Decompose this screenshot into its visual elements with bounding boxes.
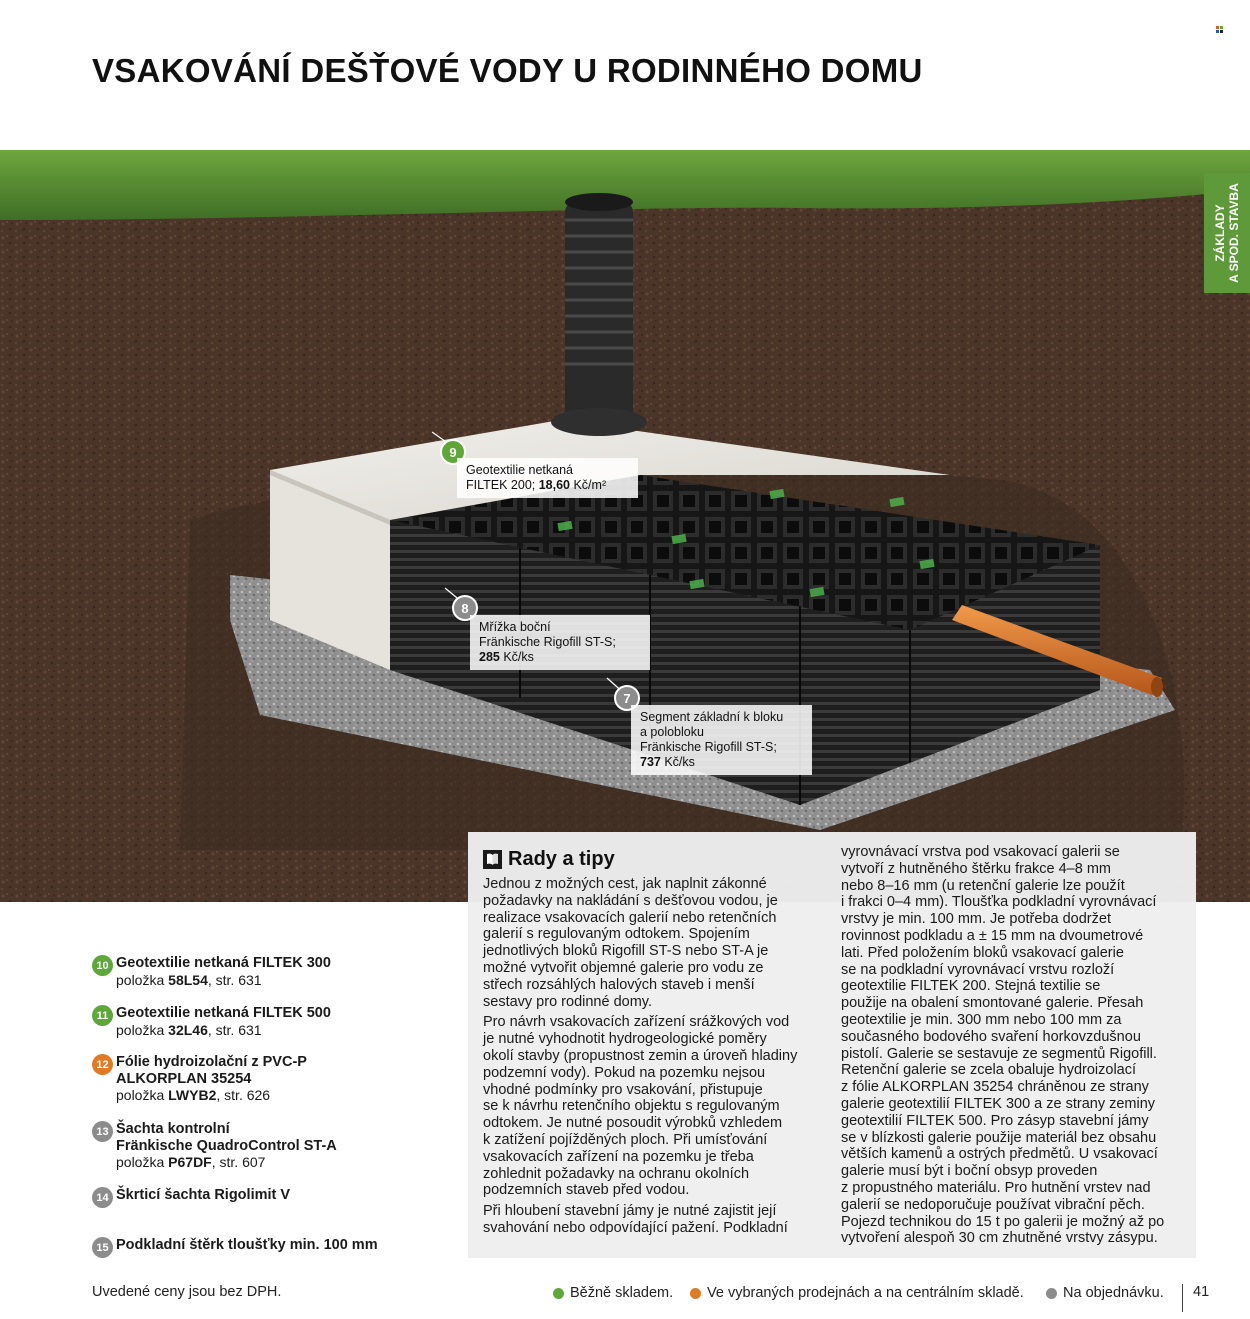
- page-title: VSAKOVÁNÍ DEŠŤOVÉ VODY U RODINNÉHO DOMU: [92, 52, 923, 89]
- callout-badge-8: 8: [452, 595, 478, 621]
- product-page-ref: , str. 626: [216, 1087, 271, 1103]
- callout-unit: Kč/ks: [660, 755, 695, 769]
- callout-unit: Kč/m²: [570, 478, 607, 492]
- product-page-ref: , str. 607: [211, 1154, 266, 1170]
- side-tab-line-1: ZÁKLADY: [1213, 204, 1228, 262]
- product-name: Geotextilie netkaná FILTEK 500: [116, 1005, 331, 1021]
- product-number-badge: 13: [92, 1121, 113, 1142]
- product-name: Fólie hydroizolační z PVC-P: [116, 1054, 307, 1070]
- tips-line: současného bodového svaření horkovzdušnou: [841, 1028, 1141, 1045]
- product-number-badge: 12: [92, 1054, 113, 1075]
- corner-mark-icon: [1216, 26, 1223, 33]
- tips-paragraph: [483, 1203, 818, 1237]
- tips-line: okolí stavby (propustnost zemin a úroveň hladiny: [483, 1047, 798, 1064]
- product-number-badge: 11: [92, 1005, 113, 1026]
- legend-label: Na objednávku.: [1063, 1285, 1164, 1301]
- tips-line: možné vytvořit objemné galerie pro vodu ze: [483, 959, 764, 976]
- product-code: 58L54: [168, 971, 208, 988]
- product-item[interactable]: [92, 955, 392, 989]
- footer-divider: [1182, 1284, 1183, 1312]
- tips-line: geotextilie je min. 300 mm nebo 100 mm za: [841, 1011, 1122, 1028]
- product-name: ALKORPLAN 35254: [116, 1070, 252, 1087]
- product-number-badge: 15: [92, 1237, 113, 1258]
- tips-line: geotextilií FILTEK 500. Pro zásyp stavební jámy: [841, 1112, 1149, 1129]
- book-icon: [483, 850, 502, 869]
- callout-geotextile-filtek-200: [457, 458, 638, 498]
- tips-line: se k návrhu retenčního objektu s regulovaným: [483, 1098, 780, 1115]
- side-tab-line-2: A SPOD. STAVBA: [1227, 183, 1242, 283]
- tips-line: střech rozsáhlých halových staveb i menší: [483, 976, 755, 993]
- tips-line: požadavky na nakládání s dešťovou vodou, je: [483, 892, 778, 909]
- callout-text: FILTEK 200;: [466, 478, 539, 492]
- callout-line: Mřížka boční: [479, 620, 551, 634]
- tips-paragraph: [483, 1014, 818, 1199]
- callout-price: 18,60: [538, 478, 570, 492]
- tips-line: vytvoří z hutněného štěrku frakce 4–8 mm: [841, 860, 1111, 877]
- tips-line: vrstvy je min. 100 mm. Je potřeba dodržet: [841, 911, 1111, 928]
- price-note: Uvedené ceny jsou bez DPH.: [92, 1284, 282, 1300]
- callout-line: a polobloku: [640, 725, 704, 739]
- callout-badge-7: 7: [614, 685, 640, 711]
- product-name: Škrticí šachta Rigolimit V: [116, 1187, 291, 1203]
- tips-line: Jednou z možných cest, jak naplnit zákonné: [483, 876, 767, 892]
- tips-line: jednotlivých bloků Rigofill ST-S nebo ST-A je: [483, 943, 769, 960]
- product-code: P67DF: [168, 1154, 212, 1170]
- tips-column-1: [483, 876, 818, 1241]
- tips-line: větších kamenů a ostrých předmětů. U vsakovací: [841, 1146, 1158, 1163]
- tips-line: sestavy pro rodinné domy.: [483, 993, 652, 1010]
- tips-line: k zatížení pojížděných ploch. Při umísťování: [483, 1131, 768, 1148]
- product-ref-label: položka: [116, 1021, 169, 1038]
- product-number-badge: 10: [92, 955, 113, 976]
- callout-base-segment-rigofill: [631, 705, 812, 775]
- product-item[interactable]: [92, 1237, 392, 1254]
- callout-line: Segment základní k bloku: [640, 710, 784, 724]
- tips-line: vsakovacích zařízení na pozemku je třeba: [483, 1148, 754, 1165]
- tips-line: podzemní vody). Pokud na pozemku nejsou: [483, 1064, 766, 1081]
- callout-side-grid-rigofill: [470, 615, 650, 670]
- tips-line: použije na obalení smontované galerie. Přesah: [841, 995, 1144, 1012]
- tips-line: rovinnost podkladu a ± 15 mm na dvoumetrové: [841, 927, 1144, 944]
- tips-line: pistolí. Galerie se sestavuje ze segmentů Rigofill.: [841, 1045, 1157, 1062]
- tips-line: Retenční galerie se zcela obaluje hydroizolací: [841, 1062, 1137, 1079]
- tips-line: vytvoření alespoň 30 cm zhutněné vrstvy zásypu.: [841, 1230, 1158, 1247]
- legend-label: Běžně skladem.: [570, 1285, 674, 1301]
- legend-in-stock: [553, 1285, 673, 1301]
- product-name: Geotextilie netkaná FILTEK 300: [116, 955, 331, 971]
- product-page-ref: , str. 631: [207, 971, 262, 988]
- tips-paragraph: [483, 876, 818, 1010]
- product-ref-label: položka: [116, 1154, 169, 1170]
- green-dot-icon: [553, 1288, 564, 1299]
- tips-line: zohlednit požadavky na ochranu okolních: [483, 1165, 750, 1182]
- page-number: 41: [1193, 1284, 1210, 1300]
- callout-line: Fränkische Rigofill ST-S;: [479, 635, 616, 649]
- callout-price: 285: [479, 650, 500, 664]
- tips-line: svahování nebo odpovídající pažení. Podkladní: [483, 1219, 788, 1236]
- section-side-tab[interactable]: [1204, 173, 1250, 293]
- callout-badge-9: 9: [440, 439, 466, 465]
- product-item[interactable]: [92, 1187, 392, 1204]
- tips-line: i frakci 0–4 mm). Tloušťka podkladní vyrovnávací: [841, 894, 1157, 911]
- tips-line: geotextilie FILTEK 200. Stejná textilie se: [841, 978, 1101, 995]
- tips-line: vyrovnávací vrstva pod vsakovací galerii se: [841, 844, 1120, 860]
- product-page-ref: , str. 631: [207, 1021, 262, 1038]
- tips-line: podzemních staveb před vodou.: [483, 1182, 690, 1199]
- callout-line: Fränkische Rigofill ST-S;: [640, 740, 777, 754]
- product-name: Podkladní štěrk tloušťky min. 100 mm: [116, 1237, 378, 1253]
- product-code: LWYB2: [168, 1087, 217, 1103]
- product-ref-label: položka: [116, 1087, 169, 1103]
- tips-line: galerií s regulovaným odtokem. Spojením: [483, 926, 750, 943]
- tips-line: se v blízkosti galerie použije materiál bez obsahu: [841, 1129, 1157, 1146]
- product-item[interactable]: [92, 1054, 392, 1104]
- tips-line: z fólie ALKORPLAN 35254 chráněnou ze strany: [841, 1079, 1149, 1096]
- tips-line: se na podkladní vyrovnávací vrstvu rozloží: [841, 961, 1115, 978]
- callout-unit: Kč/ks: [499, 650, 534, 664]
- product-ref-label: položka: [116, 971, 169, 988]
- gray-dot-icon: [1046, 1288, 1057, 1299]
- hero-illustration: [0, 150, 1250, 902]
- legend-on-order: [1046, 1285, 1164, 1301]
- tips-line: galerií se nedoporučuje používat vibrační pěch.: [841, 1196, 1145, 1213]
- product-code: 32L46: [168, 1021, 208, 1038]
- tips-box: [468, 832, 1196, 1258]
- tips-column-2: [841, 844, 1186, 1247]
- orange-dot-icon: [690, 1288, 701, 1299]
- tips-line: vhodné podmínky pro vsakování, přistupuje: [483, 1081, 763, 1098]
- tips-line: lati. Před položením bloků vsakovací galerie: [841, 944, 1124, 961]
- tips-line: odtokem. Je nutné posoudit výrobků vzhledem: [483, 1115, 783, 1132]
- tips-line: nebo 8–16 mm (u retenční galerie lze použít: [841, 877, 1125, 894]
- tips-line: Pojezd technikou do 15 t po galerii je možný až po: [841, 1213, 1165, 1230]
- tips-line: Pro návrh vsakovacích zařízení srážkových vod: [483, 1014, 790, 1031]
- product-item[interactable]: [92, 1121, 392, 1171]
- tips-line: galerie musí být i boční obsyp proveden: [841, 1163, 1098, 1180]
- tips-line: realizace vsakovacích galerií nebo retenčních: [483, 909, 777, 926]
- product-name: Šachta kontrolní: [116, 1121, 230, 1137]
- infiltration-gallery-illustration: [0, 150, 1250, 902]
- tips-line: z propustného materiálu. Pro hutnění vrstev nad: [841, 1179, 1151, 1196]
- tips-line: je nutné vyhodnotit hydrogeologické poměry: [483, 1031, 767, 1048]
- legend-label: Ve vybraných prodejnách a na centrálním skladě.: [707, 1285, 1024, 1301]
- product-item[interactable]: [92, 1005, 392, 1039]
- legend-selected-stores: [690, 1285, 1024, 1301]
- tips-line: galerie geotextilií FILTEK 300 a ze strany zeminy: [841, 1095, 1156, 1112]
- tips-line: Při hloubení stavební jámy je nutné zajistit její: [483, 1203, 777, 1220]
- tips-title: Rady a tipy: [508, 848, 615, 870]
- callout-price: 737: [640, 755, 661, 769]
- callout-line: Geotextilie netkaná: [466, 463, 574, 477]
- product-number-badge: 14: [92, 1187, 113, 1208]
- product-name: Fränkische QuadroControl ST-A: [116, 1137, 337, 1154]
